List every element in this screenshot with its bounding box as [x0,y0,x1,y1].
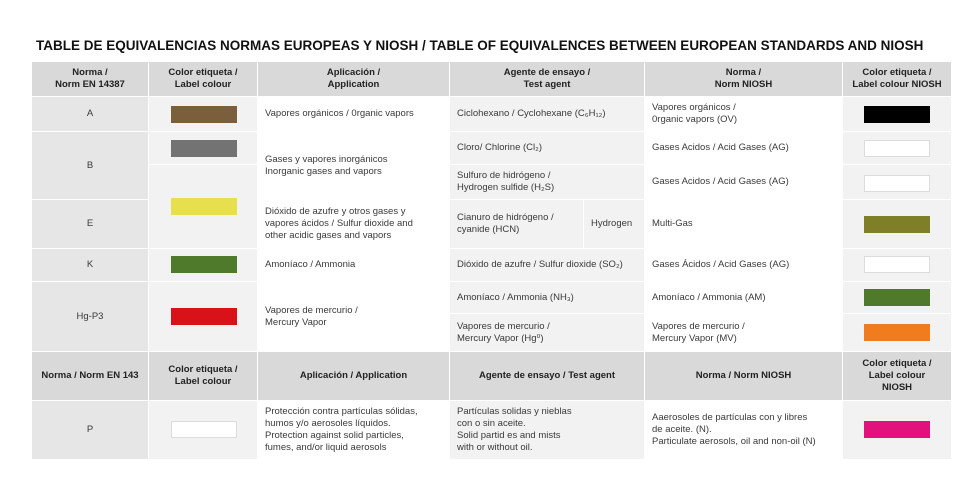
norm-e-text: E [86,218,94,230]
header-color-niosh-text: Color etiqueta / Label colour NIOSH [852,67,942,90]
niosh-r2-text: Gases Acidos / Acid Gases (AG) [652,142,789,154]
application-a [258,97,449,131]
agent-hg1 [450,282,644,313]
niosh-r7 [645,314,842,351]
application-a-text: Vapores orgánicos / 0rganic vapors [265,108,414,120]
agent-e-extra [584,200,644,248]
agent-a [450,97,644,131]
header-aplicacion-text: Aplicación / Application [326,67,381,90]
norm-p [32,401,148,459]
niosh-r2 [645,132,842,164]
header-color [149,62,257,96]
niosh-r4-text: Multi-Gas [652,218,693,230]
header2-color-text: Color etiqueta / Label colour [168,364,238,387]
header-color-niosh [843,62,951,96]
agent-p [450,401,644,459]
niosh-r3 [645,165,842,199]
norm-p-text: P [86,424,94,436]
niosh-r7-text: Vapores de mercurio / Mercury Vapor (MV) [652,320,745,344]
application-e-text: Dióxido de azufre y otros gases y vapores ácidos / Sulfur dioxide and other acidic gases and vapors [265,206,413,241]
header-agente-text: Agente de ensayo / Test agent [503,67,591,90]
norm-k [32,249,148,281]
agent-b2 [450,165,644,199]
header-norma [32,62,148,96]
niosh-r6 [645,282,842,313]
table-title: TABLE DE EQUIVALENCIAS NORMAS EUROPEAS Y NIOSH / TABLE OF EQUIVALENCES BETWEEN EUROPEAN STANDARDS AND NIOSH [36,38,924,53]
agent-hg2 [450,314,644,351]
niosh-swatch-r4 [864,216,930,233]
header-niosh-text: Norma / Norm NIOSH [714,67,773,90]
header2-norma [32,352,148,400]
niosh-r5 [645,249,842,281]
header-agente [450,62,644,96]
header2-niosh [645,352,842,400]
agent-hg2-text: Vapores de mercurio / Mercury Vapor (Hg⁰) [457,320,550,344]
application-p [258,401,449,459]
en-swatch-hg [171,308,237,325]
en-swatch-b [171,140,237,157]
niosh-swatch-r6 [864,289,930,306]
norm-b-text: B [86,159,94,171]
niosh-r4 [645,200,842,248]
application-hg-text: Vapores de mercurio / Mercury Vapor [265,304,358,328]
en-swatch-a [171,106,237,123]
agent-b1 [450,132,644,164]
agent-k [450,249,644,281]
niosh-swatch-r3 [864,175,930,192]
header2-agente-text: Agente de ensayo / Test agent [478,370,616,382]
norm-hg-text: Hg-P3 [76,310,104,322]
application-p-text: Protección contra partículas sólidas, humos y/o aerosoles líquidos. Protection against solid particles, fumes, and/or liquid aerosols [265,406,418,453]
agent-p-text: Partículas solidas y nieblas con o sin aceite. Solid partid es and mists with or without oil. [457,406,572,453]
en-swatch-e [171,198,237,215]
norm-a [32,97,148,131]
agent-b1-text: Cloro/ Chlorine (Cl₂) [457,142,542,154]
header2-agente [450,352,644,400]
header-aplicacion [258,62,449,96]
niosh-swatch-r5 [864,256,930,273]
application-k [258,249,449,281]
norm-b [32,132,148,199]
header2-aplicacion [258,352,449,400]
niosh-r3-text: Gases Acidos / Acid Gases (AG) [652,176,789,188]
niosh-swatch-r7 [864,324,930,341]
header2-color [149,352,257,400]
header2-niosh-text: Norma / Norm NIOSH [695,370,792,382]
en-swatch-p [171,421,237,438]
application-hg [258,282,449,351]
niosh-r1-text: Vapores orgánicos / 0rganic vapors (OV) [652,102,738,125]
en-swatch-k [171,256,237,273]
application-b [258,132,449,199]
niosh-swatch-r1 [864,106,930,123]
agent-k-text: Dióxido de azufre / Sulfur dioxide (SO₂) [457,259,623,271]
norm-a-text: A [86,108,94,120]
agent-e-text: Cianuro de hidrógeno / cyanide (HCN) [457,212,554,235]
niosh-r1 [645,97,842,131]
header-norma-text: Norma / Norm EN 14387 [55,67,125,90]
agent-e-extra-text: Hydrogen [591,218,633,230]
norm-hg [32,282,148,351]
niosh-swatch-r2 [864,140,930,157]
header-niosh [645,62,842,96]
niosh-r5-text: Gases Ácidos / Acid Gases (AG) [652,259,790,271]
header2-color-niosh [843,352,951,400]
niosh-r6-text: Amoníaco / Ammonia (AM) [652,291,766,303]
application-e [258,200,449,248]
application-b-text: Gases y vapores inorgánicos Inorganic gases and vapors [265,153,388,177]
header2-norma-text: Norma / Norm EN 143 [41,370,139,382]
header-color-text: Color etiqueta / Label colour [168,67,238,90]
application-k-text: Amoníaco / Ammonia [265,259,356,271]
norm-k-text: K [86,259,94,271]
niosh-swatch-p [864,421,930,438]
agent-a-text: Ciclohexano / Cyclohexane (C₆H₁₂) [457,108,606,120]
niosh-p-text: Aaerosoles de partículas con y libres de aceite. (N). Particulate aerosols, oil and non-oil (N) [652,412,816,447]
header2-color-niosh-text: Color etiqueta / Label colour NIOSH [862,358,932,393]
niosh-p [645,401,842,459]
agent-e [450,200,583,248]
agent-b2-text: Sulfuro de hidrógeno / Hydrogen sulfide (H₂S) [457,170,555,193]
header2-aplicacion-text: Aplicación / Application [299,370,408,382]
agent-hg1-text: Amoníaco / Ammonia (NH₃) [457,291,574,303]
norm-e [32,200,148,248]
